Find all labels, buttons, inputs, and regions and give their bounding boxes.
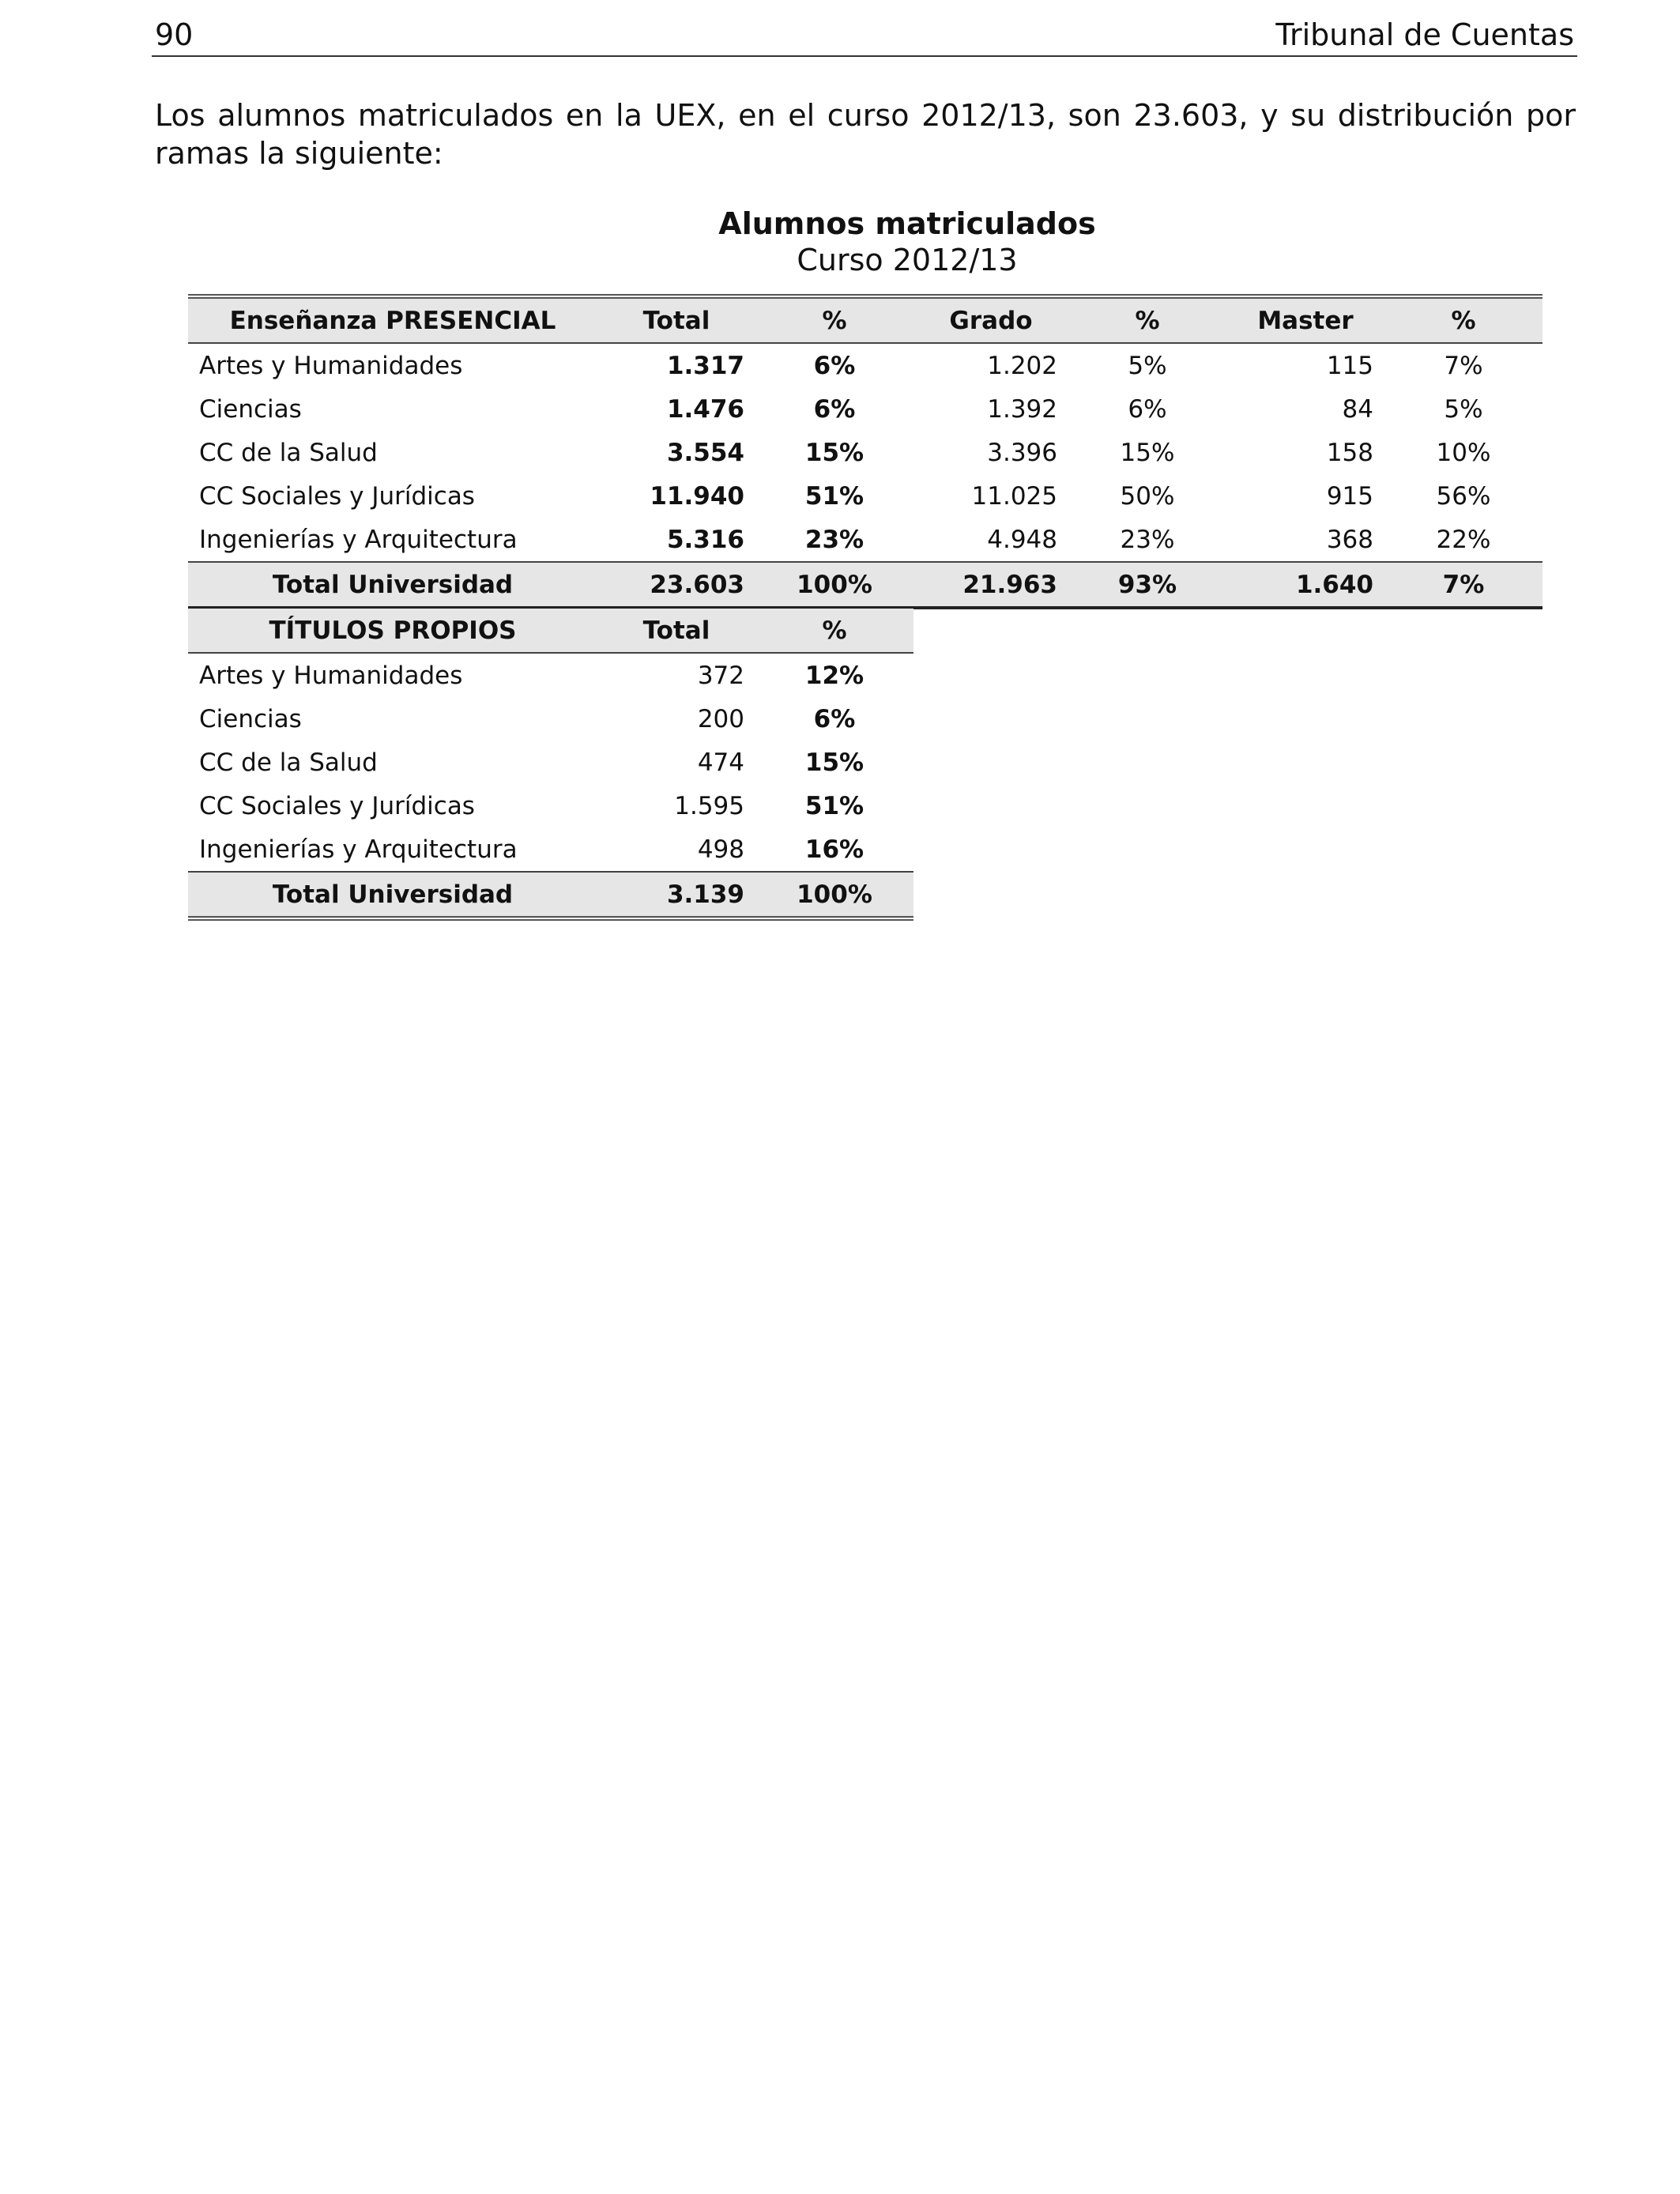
cell-total: 3.554 xyxy=(666,438,744,467)
cell-master: 158 xyxy=(1326,438,1373,467)
total-total-pct: 100% xyxy=(755,562,913,608)
row-label: Artes y Humanidades xyxy=(199,351,463,380)
cell-grado-pct: 15% xyxy=(1120,438,1175,467)
cell-total-pct: 6% xyxy=(813,394,856,424)
row-label: CC Sociales y Jurídicas xyxy=(199,791,475,820)
cell-total: 1.595 xyxy=(674,791,744,820)
header-cell: Master xyxy=(1226,296,1384,343)
cell-grado: 3.396 xyxy=(987,438,1057,467)
cell-grado: 11.025 xyxy=(971,481,1057,511)
total-row xyxy=(188,562,1543,608)
table-row xyxy=(188,343,1543,387)
cell-grado-pct: 5% xyxy=(1128,351,1167,380)
cell-total-pct: 51% xyxy=(804,481,864,511)
cell-total-pct: 12% xyxy=(804,661,864,690)
cell-total-pct: 16% xyxy=(804,835,864,864)
cell-total-pct: 15% xyxy=(804,438,864,467)
total-row xyxy=(188,872,913,918)
header-organization: Tribunal de Cuentas xyxy=(1275,17,1574,52)
cell-master-pct: 5% xyxy=(1444,394,1483,424)
titulos-propios-table xyxy=(188,609,913,921)
cell-total: 1.317 xyxy=(666,351,744,380)
row-label: CC de la Salud xyxy=(199,438,378,467)
header-cell: Enseñanza PRESENCIAL xyxy=(188,296,597,343)
header-cell: Grado xyxy=(913,296,1068,343)
cell-total-pct: 6% xyxy=(813,704,856,733)
cell-grado-pct: 6% xyxy=(1128,394,1167,424)
cell-total-pct: 51% xyxy=(804,791,864,820)
cell-master-pct: 7% xyxy=(1444,351,1483,380)
header-cell: % xyxy=(755,296,913,343)
table-row xyxy=(188,518,1543,562)
table-row xyxy=(188,653,913,697)
cell-total-pct: 15% xyxy=(804,748,864,777)
table-row xyxy=(188,387,1543,431)
cell-total-pct: 6% xyxy=(813,351,856,380)
cell-total: 1.476 xyxy=(666,394,744,424)
row-label: Ciencias xyxy=(199,394,302,424)
total-master: 1.640 xyxy=(1226,562,1384,608)
table-row xyxy=(188,741,913,784)
page-number: 90 xyxy=(155,17,194,52)
cell-master-pct: 22% xyxy=(1436,525,1491,554)
cell-master: 84 xyxy=(1342,394,1373,424)
cell-total: 498 xyxy=(697,835,744,864)
header-cell: % xyxy=(755,609,913,653)
cell-total-pct: 23% xyxy=(804,525,864,554)
page-header xyxy=(152,14,1577,57)
header-cell: Total xyxy=(597,609,755,653)
table-row xyxy=(188,697,913,741)
cell-total: 200 xyxy=(697,704,744,733)
total-total: 3.139 xyxy=(597,872,755,918)
cell-master: 115 xyxy=(1326,351,1373,380)
total-label: Total Universidad xyxy=(188,872,597,918)
cell-master: 368 xyxy=(1326,525,1373,554)
row-label: Ingenierías y Arquitectura xyxy=(199,835,518,864)
table-subtitle: Curso 2012/13 xyxy=(797,243,1018,277)
table-row xyxy=(188,784,913,827)
table-row xyxy=(188,474,1543,518)
cell-master: 915 xyxy=(1326,481,1373,511)
cell-total: 474 xyxy=(697,748,744,777)
cell-grado: 1.392 xyxy=(987,394,1057,424)
row-label: CC de la Salud xyxy=(199,748,378,777)
cell-grado-pct: 50% xyxy=(1120,481,1175,511)
row-label: CC Sociales y Jurídicas xyxy=(199,481,475,511)
table-row xyxy=(188,431,1543,474)
cell-master-pct: 10% xyxy=(1436,438,1491,467)
header-cell: % xyxy=(1068,296,1226,343)
cell-total: 372 xyxy=(697,661,744,690)
intro-paragraph: Los alumnos matriculados en la UEX, en el curso 2012/13, son 23.603, y su distribución por ramas la siguiente: xyxy=(155,98,1576,171)
presencial-table xyxy=(188,294,1543,609)
table-title: Alumnos matriculados xyxy=(718,206,1096,241)
cell-grado-pct: 23% xyxy=(1120,525,1175,554)
header-cell: Total xyxy=(597,296,755,343)
cell-total: 5.316 xyxy=(666,525,744,554)
cell-grado: 4.948 xyxy=(987,525,1057,554)
header-cell: TÍTULOS PROPIOS xyxy=(188,609,597,653)
total-label: Total Universidad xyxy=(188,562,597,608)
row-label: Ingenierías y Arquitectura xyxy=(199,525,518,554)
cell-master-pct: 56% xyxy=(1436,481,1491,511)
cell-grado: 1.202 xyxy=(987,351,1057,380)
total-master-pct: 7% xyxy=(1384,562,1543,608)
cell-total: 11.940 xyxy=(650,481,744,511)
header-cell: % xyxy=(1384,296,1543,343)
total-grado-pct: 93% xyxy=(1068,562,1226,608)
total-total-pct: 100% xyxy=(755,872,913,918)
row-label: Artes y Humanidades xyxy=(199,661,463,690)
total-total: 23.603 xyxy=(597,562,755,608)
table-header-row xyxy=(188,296,1543,343)
table-row xyxy=(188,827,913,872)
total-grado: 21.963 xyxy=(913,562,1068,608)
table-header-row xyxy=(188,609,913,653)
row-label: Ciencias xyxy=(199,704,302,733)
